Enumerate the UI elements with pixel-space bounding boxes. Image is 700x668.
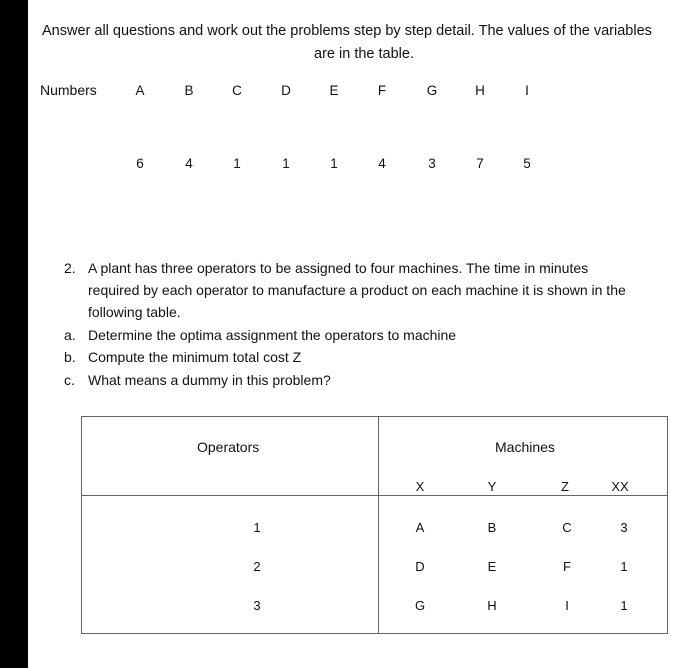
var-letter-d: D bbox=[281, 83, 291, 98]
machine-col-z: Z bbox=[561, 479, 569, 494]
var-letter-c: C bbox=[232, 83, 242, 98]
var-value-d: 1 bbox=[282, 156, 290, 171]
cell-2-z: F bbox=[563, 559, 571, 574]
instruction-line-1: Answer all questions and work out the problems step by step detail. The values of the variables bbox=[42, 23, 652, 39]
operator-1: 1 bbox=[253, 520, 261, 535]
var-value-h: 7 bbox=[476, 156, 484, 171]
table-divider-horizontal bbox=[82, 495, 667, 496]
machines-header: Machines bbox=[495, 439, 555, 455]
question-number: 2. bbox=[64, 260, 76, 276]
question-line-2: required by each operator to manufacture a product on each machine it is shown in the bbox=[88, 282, 626, 298]
part-c-label: c. bbox=[64, 372, 75, 388]
var-letter-e: E bbox=[329, 83, 339, 98]
var-letter-f: F bbox=[377, 83, 387, 98]
question-line-3: following table. bbox=[88, 304, 181, 320]
assignment-table bbox=[81, 416, 668, 634]
numbers-label: Numbers bbox=[40, 82, 97, 98]
part-b-text: Compute the minimum total cost Z bbox=[88, 349, 302, 365]
cell-2-xx: 1 bbox=[620, 559, 628, 574]
cell-1-xx: 3 bbox=[620, 520, 628, 535]
part-b-label: b. bbox=[64, 349, 76, 365]
cell-3-y: H bbox=[487, 598, 497, 613]
var-value-b: 4 bbox=[185, 156, 193, 171]
cell-3-x: G bbox=[414, 598, 426, 613]
part-a-text: Determine the optima assignment the operators to machine bbox=[88, 327, 457, 343]
cell-2-y: E bbox=[487, 559, 497, 574]
var-letter-g: G bbox=[426, 83, 438, 98]
machine-col-xx: XX bbox=[611, 479, 629, 494]
operators-header: Operators bbox=[197, 439, 260, 455]
cell-3-xx: 1 bbox=[620, 598, 628, 613]
var-value-a: 6 bbox=[136, 156, 144, 171]
table-divider-vertical bbox=[378, 417, 379, 633]
var-value-g: 3 bbox=[428, 156, 436, 171]
var-value-e: 1 bbox=[330, 156, 338, 171]
document-page bbox=[28, 0, 700, 668]
operator-3: 3 bbox=[253, 598, 261, 613]
var-value-f: 4 bbox=[378, 156, 386, 171]
cell-1-z: C bbox=[562, 520, 572, 535]
var-letter-h: H bbox=[475, 83, 485, 98]
cell-1-y: B bbox=[487, 520, 497, 535]
operator-2: 2 bbox=[253, 559, 261, 574]
cell-1-x: A bbox=[415, 520, 425, 535]
var-value-i: 5 bbox=[523, 156, 531, 171]
instruction-line-2: are in the table. bbox=[314, 46, 414, 62]
question-line-1: A plant has three operators to be assigned to four machines. The time in minutes bbox=[88, 260, 589, 276]
var-letter-a: A bbox=[135, 83, 145, 98]
part-c-text: What means a dummy in this problem? bbox=[88, 372, 331, 388]
part-a-label: a. bbox=[64, 327, 76, 343]
machine-col-y: Y bbox=[487, 479, 497, 494]
cell-2-x: D bbox=[415, 559, 425, 574]
var-value-c: 1 bbox=[233, 156, 241, 171]
var-letter-i: I bbox=[525, 83, 529, 98]
var-letter-b: B bbox=[184, 83, 194, 98]
machine-col-x: X bbox=[415, 479, 425, 494]
cell-3-z: I bbox=[565, 598, 569, 613]
